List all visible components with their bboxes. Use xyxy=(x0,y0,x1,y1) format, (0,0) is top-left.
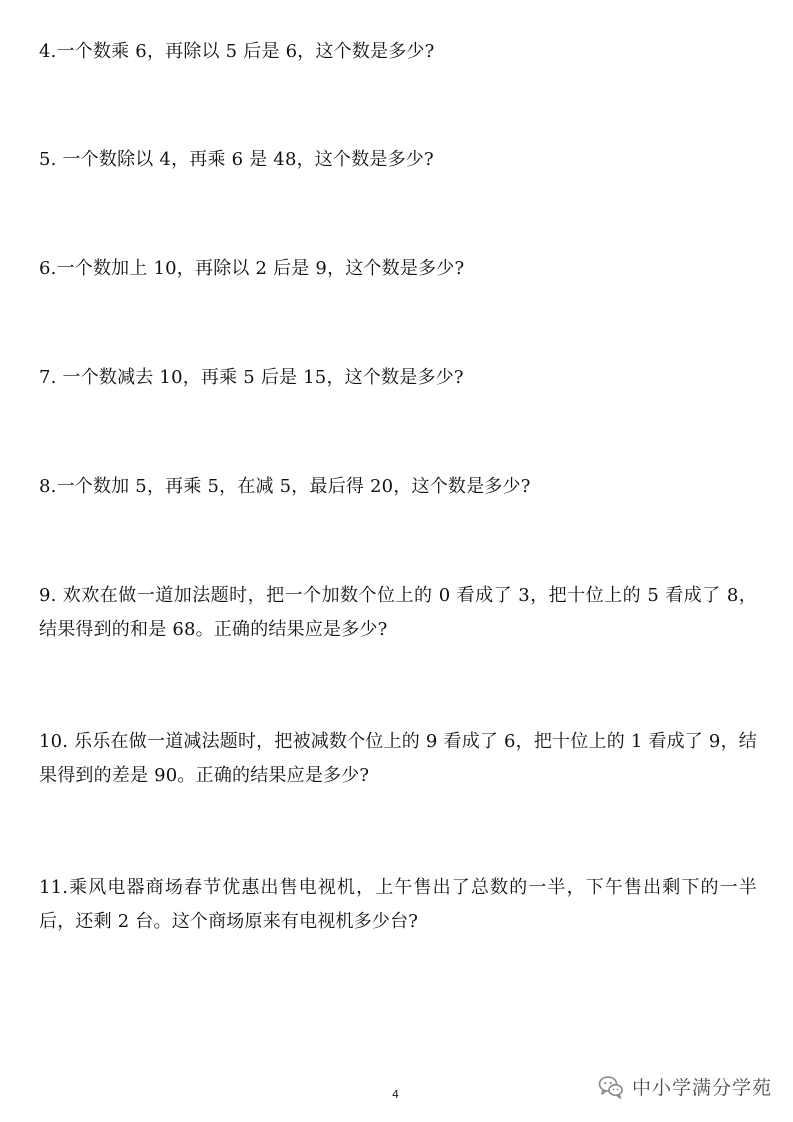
watermark xyxy=(598,1073,772,1100)
question-5: 5. 一个数除以 4，再乘 6 是 48，这个数是多少? xyxy=(39,149,434,170)
question-7: 7. 一个数减去 10，再乘 5 后是 15，这个数是多少? xyxy=(39,367,464,388)
watermark-text: 中小学满分学苑 xyxy=(632,1077,773,1099)
question-9: 9. 欢欢在做一道加法题时，把一个加数个位上的 0 看成了 3，把十位上的 5 看成了 8，结果得到的和是 68。正确的结果应是多少? xyxy=(39,585,757,640)
wechat-icon xyxy=(598,1074,624,1100)
question-11: 11.乘风电器商场春节优惠出售电视机，上午售出了总数的一半，下午售出剩下的一半后，还剩 2 台。这个商场原来有电视机多少台? xyxy=(39,877,757,932)
question-4: 4.一个数乘 6，再除以 5 后是 6，这个数是多少? xyxy=(39,41,435,62)
page-number: 4 xyxy=(392,1088,399,1101)
question-8: 8.一个数加 5，再乘 5，在减 5，最后得 20，这个数是多少? xyxy=(39,476,531,497)
question-10: 10. 乐乐在做一道减法题时，把被减数个位上的 9 看成了 6，把十位上的 1 看成了 9，结果得到的差是 90。正确的结果应是多少? xyxy=(39,731,757,786)
question-6: 6.一个数加上 10，再除以 2 后是 9，这个数是多少? xyxy=(39,258,465,279)
